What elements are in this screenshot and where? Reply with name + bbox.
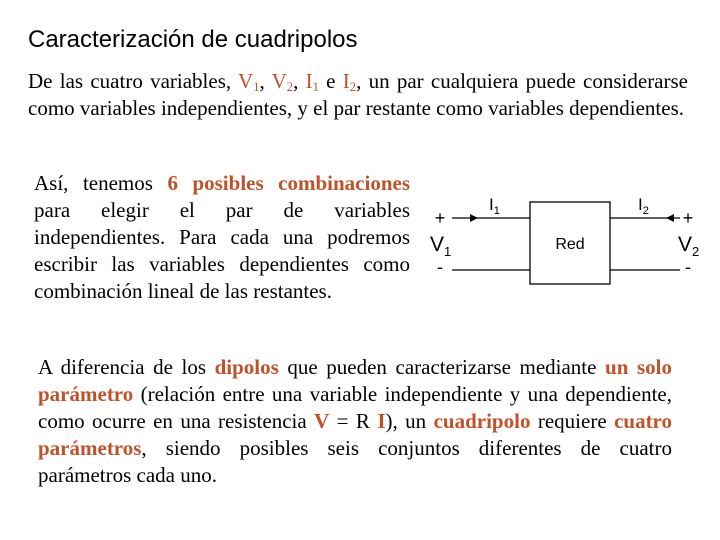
text: que pueden caracterizarse mediante [278, 355, 606, 379]
text: , un par cualquiera puede considerarse como variables independientes, y el par restante como variables dependientes. [28, 69, 688, 120]
text: De las cuatro variables, [28, 69, 239, 93]
text: , [259, 69, 272, 93]
paragraph-combinations [34, 170, 410, 305]
text: requiere [530, 409, 615, 433]
minus-left: - [437, 257, 443, 277]
text: Así, tenemos [34, 171, 168, 195]
var-i2: $I_2$ [342, 69, 357, 95]
var-i: I [377, 409, 386, 433]
highlight-combinations: 6 posibles combinaciones [167, 171, 410, 195]
paragraph-variables [28, 68, 688, 122]
two-port-diagram [422, 178, 712, 298]
box-label: Red [555, 236, 585, 253]
arrow-i1-icon [470, 214, 478, 222]
var-v2: $V_2$ [271, 69, 294, 95]
label-v1: $V_1$ [430, 233, 452, 259]
text: , [293, 69, 306, 93]
plus-left: + [434, 208, 446, 228]
plus-right: + [682, 208, 694, 228]
label-i1: $I_1$ [489, 195, 500, 217]
arrow-i2-icon [666, 214, 674, 222]
text: ), un [385, 409, 434, 433]
text: A diferencia de los [38, 355, 215, 379]
highlight-single-parameter: un solo parámetro [38, 355, 672, 406]
var-i1: $I_1$ [305, 69, 319, 95]
paragraph-parameters [38, 354, 672, 489]
text: = R [329, 409, 378, 433]
label-i2: $I_2$ [638, 195, 649, 217]
var-v1: $V_1$ [238, 69, 260, 95]
text: e [318, 69, 343, 93]
text: , siendo posibles seis conjuntos diferentes de cuatro parámetros cada uno. [38, 436, 672, 487]
page-title: Caracterización de cuadripolos [28, 26, 358, 53]
var-v: V [314, 409, 330, 433]
highlight-cuadripolo: cuadripolo [433, 409, 531, 433]
minus-right: - [685, 257, 691, 277]
text: (relación entre una variable independiente y una dependiente, como ocurre en una resistencia [38, 382, 672, 433]
text: para elegir el par de variables independientes. Para cada una podremos escribir las variables dependientes como combinación lineal de las restantes. [34, 198, 410, 303]
label-v2: $V_2$ [678, 233, 700, 259]
highlight-dipolos: dipolos [214, 355, 279, 379]
highlight-four-parameters: cuatro parámetros [38, 409, 672, 460]
